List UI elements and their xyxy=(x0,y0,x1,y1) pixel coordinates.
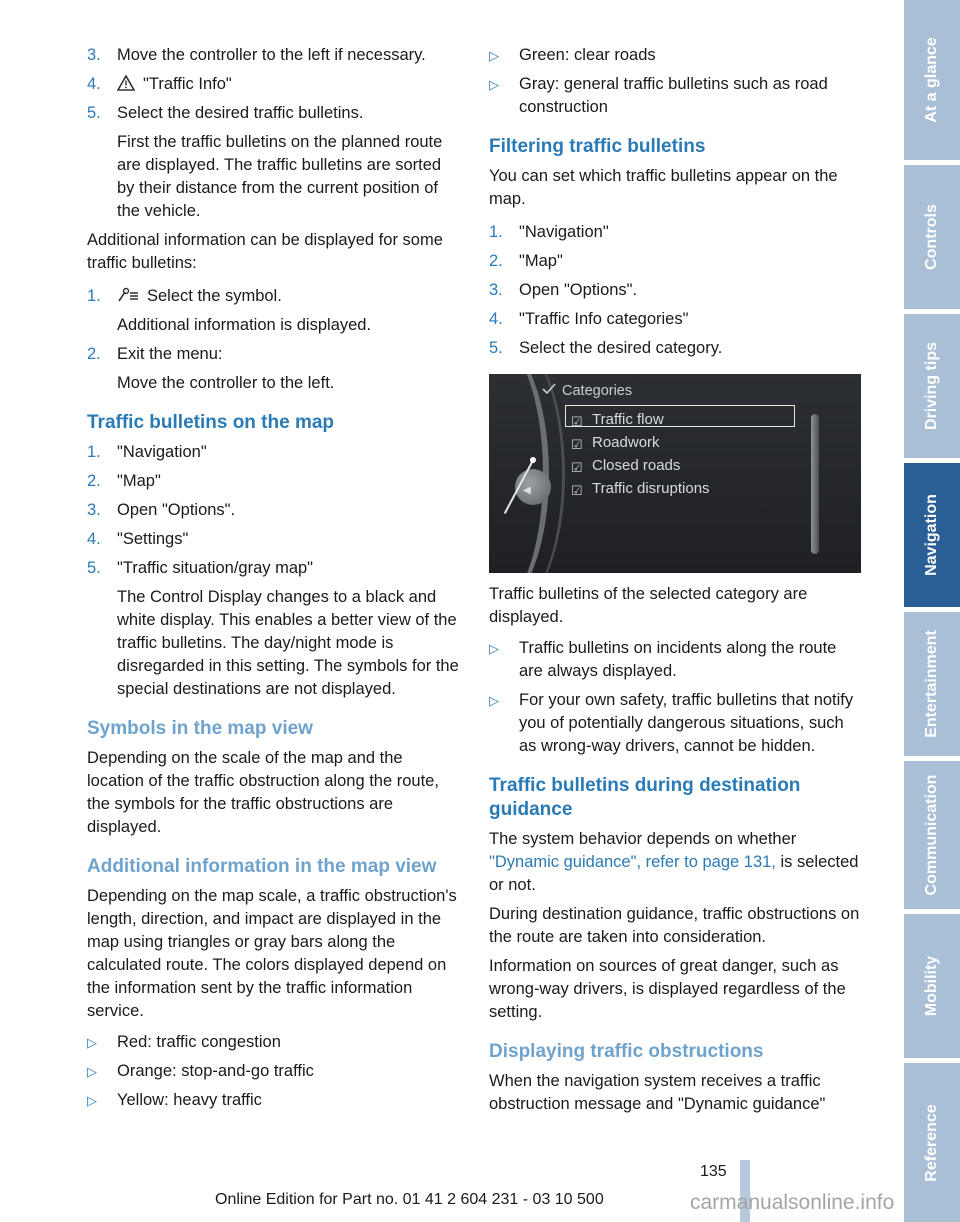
paragraph: Depending on the scale of the map and the location of the traffic obstruction along the route, the symbols for the traffic obstructions are displayed. xyxy=(87,749,439,836)
list-item xyxy=(489,308,861,331)
section-heading: Filtering traffic bulletins xyxy=(489,136,706,157)
step-text: Open "Options". xyxy=(519,281,638,299)
list-item xyxy=(87,44,463,67)
checkbox-checked-icon: ☑ xyxy=(571,483,583,498)
step-number: 1. xyxy=(87,287,101,305)
paragraph: Additional information can be displayed for some traffic bulletins: xyxy=(87,231,443,272)
section-heading: Traffic bulletins during destination guidance xyxy=(489,775,801,820)
step-continuation: Move the controller to the left. xyxy=(117,374,335,392)
step-continuation: The Control Display changes to a black and white display. This enables a better view of the traffic bulletins. The day/night mode is disregarded in this setting. The symbols for the special destinations are not displayed. xyxy=(117,588,459,698)
step-text: "Map" xyxy=(117,472,161,490)
step-number: 4. xyxy=(87,75,101,93)
bullet-arrow-icon: ▷ xyxy=(87,1035,97,1050)
list-item xyxy=(489,221,861,244)
tab-label: Driving tips xyxy=(923,341,940,431)
list-item xyxy=(87,1031,463,1054)
list-item xyxy=(87,499,463,522)
check-icon xyxy=(541,382,557,396)
warning-triangle-icon xyxy=(117,75,135,91)
menu-item: Traffic disruptions xyxy=(592,480,710,497)
paragraph: Depending on the map scale, a traffic obstruction's length, direction, and impact are displayed in the map using triangles or gray bars along the calculated route. The colors displayed depend on the information sent by the traffic information service. xyxy=(87,887,457,1020)
tab-controls[interactable] xyxy=(904,165,960,309)
left-arrow-icon: ◀ xyxy=(523,485,531,496)
traffic-info-symbol-icon xyxy=(117,287,139,303)
list-item xyxy=(87,557,463,580)
list-item xyxy=(87,528,463,551)
step-text: Move the controller to the left if necessary. xyxy=(117,46,426,64)
page-number: 135 xyxy=(700,1163,727,1180)
guidance-text: is selected or not. xyxy=(489,853,859,894)
step-number: 2. xyxy=(87,345,101,363)
list-item xyxy=(489,73,861,119)
step-number: 4. xyxy=(489,310,503,328)
tab-navigation[interactable] xyxy=(904,463,960,607)
step-number: 1. xyxy=(87,443,101,461)
bullet-arrow-icon: ▷ xyxy=(489,77,499,92)
chapter-sidebar xyxy=(904,0,960,1222)
bullet-arrow-icon: ▷ xyxy=(489,641,499,656)
paragraph xyxy=(489,828,861,897)
right-column xyxy=(489,44,861,1122)
tab-mobility[interactable] xyxy=(904,914,960,1058)
tab-label: Mobility xyxy=(923,955,940,1017)
tab-label: Entertainment xyxy=(923,630,940,738)
step-number: 2. xyxy=(87,472,101,490)
list-item xyxy=(489,44,861,67)
list-item xyxy=(87,441,463,464)
step-text: Open "Options". xyxy=(117,501,236,519)
step-text: "Traffic situation/gray map" xyxy=(117,559,314,577)
step-number: 5. xyxy=(489,339,503,357)
list-item xyxy=(489,637,861,683)
tab-entertainment[interactable] xyxy=(904,612,960,756)
list-item xyxy=(87,73,463,96)
menu-title: Categories xyxy=(562,383,633,399)
controller-knob-icon xyxy=(515,469,551,505)
paragraph: You can set which traffic bulletins appear on the map. xyxy=(489,167,838,208)
tab-communication[interactable] xyxy=(904,761,960,909)
step-text: Select the desired traffic bulletins. xyxy=(117,104,364,122)
step-text: "Navigation" xyxy=(519,223,609,241)
step-number: 3. xyxy=(489,281,503,299)
paragraph: During destination guidance, traffic obstructions on the route are taken into consideration. xyxy=(489,905,860,946)
step-text: "Traffic Info" xyxy=(143,75,232,93)
list-item xyxy=(87,285,463,308)
cross-reference-link[interactable]: "Dynamic guidance", refer to page 131, xyxy=(489,853,776,871)
list-item xyxy=(489,337,861,360)
display-scroll-bezel xyxy=(811,414,819,554)
step-number: 4. xyxy=(87,530,101,548)
selection-pointer-dot xyxy=(530,457,536,463)
step-continuation: First the traffic bulletins on the planned route are displayed. The traffic bulletins are sorted by their distance from the current position of the vehicle. xyxy=(117,133,443,220)
menu-item: Closed roads xyxy=(592,457,681,474)
paragraph: When the navigation system receives a traffic obstruction message and "Dynamic guidance" xyxy=(489,1072,826,1113)
step-number: 1. xyxy=(489,223,503,241)
footer-edition-text: Online Edition for Part no. 01 41 2 604 231 - 03 10 500 xyxy=(215,1191,604,1208)
guidance-text: The system behavior depends on whether xyxy=(489,830,797,848)
step-text: "Map" xyxy=(519,252,563,270)
checkbox-checked-icon: ☑ xyxy=(571,437,583,452)
step-text: Select the desired category. xyxy=(519,339,723,357)
list-item xyxy=(489,250,861,273)
bullet-arrow-icon: ▷ xyxy=(489,48,499,63)
menu-item: Roadwork xyxy=(592,434,660,451)
control-display-screenshot xyxy=(489,374,861,573)
tab-label: Communication xyxy=(923,774,940,896)
tab-driving-tips[interactable] xyxy=(904,314,960,458)
subsection-heading: Symbols in the map view xyxy=(87,718,313,739)
tab-at-a-glance[interactable] xyxy=(904,0,960,160)
step-number: 3. xyxy=(87,46,101,64)
list-item xyxy=(87,102,463,125)
list-item xyxy=(87,470,463,493)
step-number: 5. xyxy=(87,559,101,577)
checkbox-checked-icon: ☑ xyxy=(571,414,583,429)
subsection-heading: Additional information in the map view xyxy=(87,856,437,877)
step-text: "Settings" xyxy=(117,530,189,548)
list-item xyxy=(87,1089,463,1112)
figure-caption: Traffic bulletins of the selected category are displayed. xyxy=(489,585,808,626)
step-number: 2. xyxy=(489,252,503,270)
left-column xyxy=(87,44,463,1118)
step-number: 3. xyxy=(87,501,101,519)
list-item xyxy=(489,689,861,758)
list-item xyxy=(87,1060,463,1083)
tab-label: At a glance xyxy=(923,37,940,123)
tab-label: Controls xyxy=(923,204,940,270)
bullet-text: Green: clear roads xyxy=(519,46,656,64)
step-continuation: Additional information is displayed. xyxy=(117,316,372,334)
watermark: carmanualsonline.info xyxy=(690,1191,895,1214)
menu-item: Traffic flow xyxy=(592,411,664,428)
section-heading: Traffic bulletins on the map xyxy=(87,412,335,433)
bullet-text: Orange: stop-and-go traffic xyxy=(117,1062,314,1080)
step-text: Exit the menu: xyxy=(117,345,223,363)
tab-label: Navigation xyxy=(923,494,940,576)
tab-label: Reference xyxy=(923,1103,940,1182)
step-text: "Traffic Info categories" xyxy=(519,310,689,328)
checkbox-checked-icon: ☑ xyxy=(571,460,583,475)
bullet-text: For your own safety, traffic bulletins that notify you of potentially dangerous situations, such as wrong-way drivers, cannot be hidden. xyxy=(519,691,854,755)
bullet-text: Yellow: heavy traffic xyxy=(117,1091,262,1109)
bullet-text: Traffic bulletins on incidents along the route are always displayed. xyxy=(519,639,837,680)
step-text: "Navigation" xyxy=(117,443,207,461)
bullet-arrow-icon: ▷ xyxy=(87,1093,97,1108)
subsection-heading: Displaying traffic obstructions xyxy=(489,1041,764,1062)
bullet-text: Gray: general traffic bulletins such as road construction xyxy=(519,75,828,116)
step-number: 5. xyxy=(87,104,101,122)
bullet-arrow-icon: ▷ xyxy=(489,693,499,708)
paragraph: Information on sources of great danger, such as wrong-way drivers, is displayed regardless of the setting. xyxy=(489,957,846,1021)
list-item xyxy=(489,279,861,302)
bullet-arrow-icon: ▷ xyxy=(87,1064,97,1079)
bullet-text: Red: traffic congestion xyxy=(117,1033,281,1051)
list-item xyxy=(87,343,463,366)
tab-reference[interactable] xyxy=(904,1063,960,1222)
step-text: Select the symbol. xyxy=(147,287,282,305)
